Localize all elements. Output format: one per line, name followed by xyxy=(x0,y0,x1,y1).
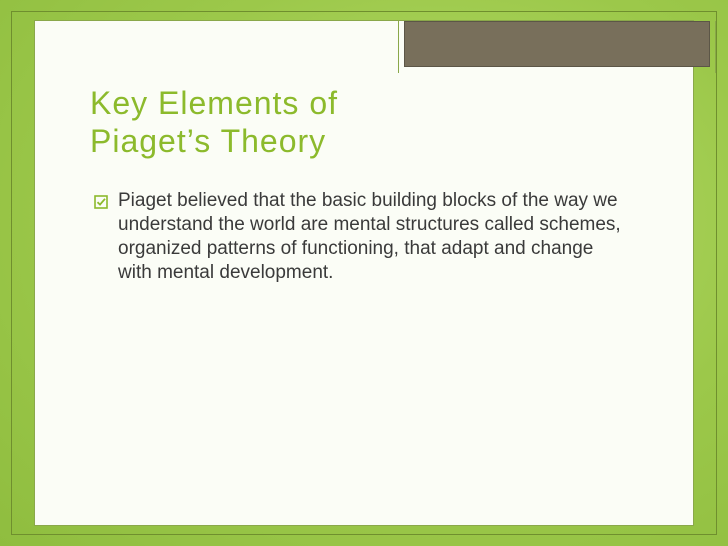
checkbox-bullet-icon xyxy=(94,189,118,285)
slide-title-line-2: Piaget’s Theory xyxy=(90,123,327,159)
slide-title xyxy=(90,84,590,160)
slide-title-line-1: Key Elements of xyxy=(90,85,338,121)
decorative-header-block xyxy=(404,21,710,67)
bullet-text: Piaget believed that the basic building blocks of the way we understand the world are mental structures called schemes, organized patterns of functioning, that adapt and change with mental development. xyxy=(118,190,621,283)
decorative-line-right xyxy=(715,21,716,73)
decorative-line-left xyxy=(398,21,399,73)
bullet-list-item xyxy=(94,189,634,285)
